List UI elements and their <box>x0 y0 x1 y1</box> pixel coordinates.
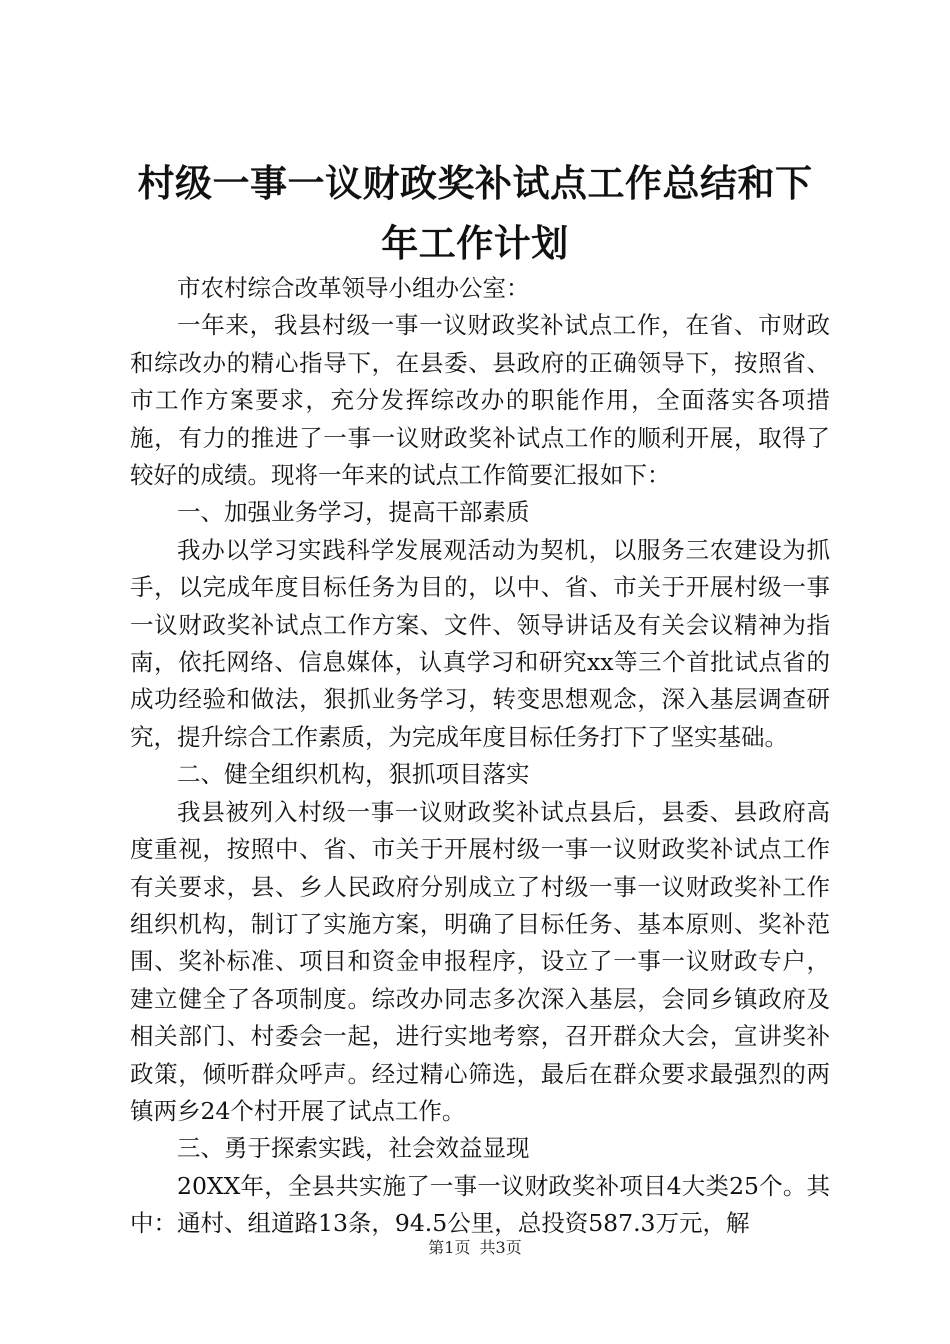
document-title: 村级一事一议财政奖补试点工作总结和下年工作计划 <box>137 162 813 265</box>
section-heading-2: 二、健全组织机构，狠抓项目落实 <box>177 760 530 789</box>
salutation: 市农村综合改革领导小组办公室： <box>177 274 530 302</box>
document-body <box>130 270 830 1243</box>
paragraph-section-1: 我办以学习实践科学发展观活动为契机，以服务三农建设为抓手，以完成年度目标任务为目的，以中、省、市关于开展村级一事一议财政奖补试点工作方案、文件、领导讲话及有关会议精神为指南，依托网络、信息媒体，认真学习和研究xx等三个首批试点省的成功经验和做法，狠抓业务学习，转变思想观念，深入基层调查研究，提升综合工作素质，为完成年度目标任务打下了坚实基础。 <box>130 535 830 751</box>
paragraph-section-3: 20XX年，全县共实施了一事一议财政奖补项目4大类25个。其中：通村、组道路13条，94.5公里，总投资587.3万元，解 <box>130 1171 830 1238</box>
paragraph-intro: 一年来，我县村级一事一议财政奖补试点工作，在省、市财政和综改办的精心指导下，在县委、县政府的正确领导下，按照省、市工作方案要求，充分发挥综改办的职能作用，全面落实各项措施，有力的推进了一事一议财政奖补试点工作的顺利开展，取得了较好的成绩。现将一年来的试点工作简要汇报如下： <box>130 311 830 490</box>
paragraph-section-2: 我县被列入村级一事一议财政奖补试点县后，县委、县政府高度重视，按照中、省、市关于开展村级一事一议财政奖补试点工作有关要求，县、乡人民政府分别成立了村级一事一议财政奖补工作组织机构，制订了实施方案，明确了目标任务、基本原则、奖补范围、奖补标准、项目和资金申报程序，设立了一事一议财政专户，建立健全了各项制度。综改办同志多次深入基层，会同乡镇政府及相关部门、村委会一起，进行实地考察，召开群众大会，宣讲奖补政策，倾听群众呼声。经过精心筛选，最后在群众要求最强烈的两镇两乡24个村开展了试点工作。 <box>130 797 830 1125</box>
page-footer <box>0 1236 950 1260</box>
page-number: 第1页 <box>428 1238 471 1257</box>
section-heading-3: 三、勇于探索实践，社会效益显现 <box>177 1134 530 1163</box>
page-total: 共3页 <box>479 1238 522 1257</box>
section-heading-1: 一、加强业务学习，提高干部素质 <box>177 498 530 527</box>
